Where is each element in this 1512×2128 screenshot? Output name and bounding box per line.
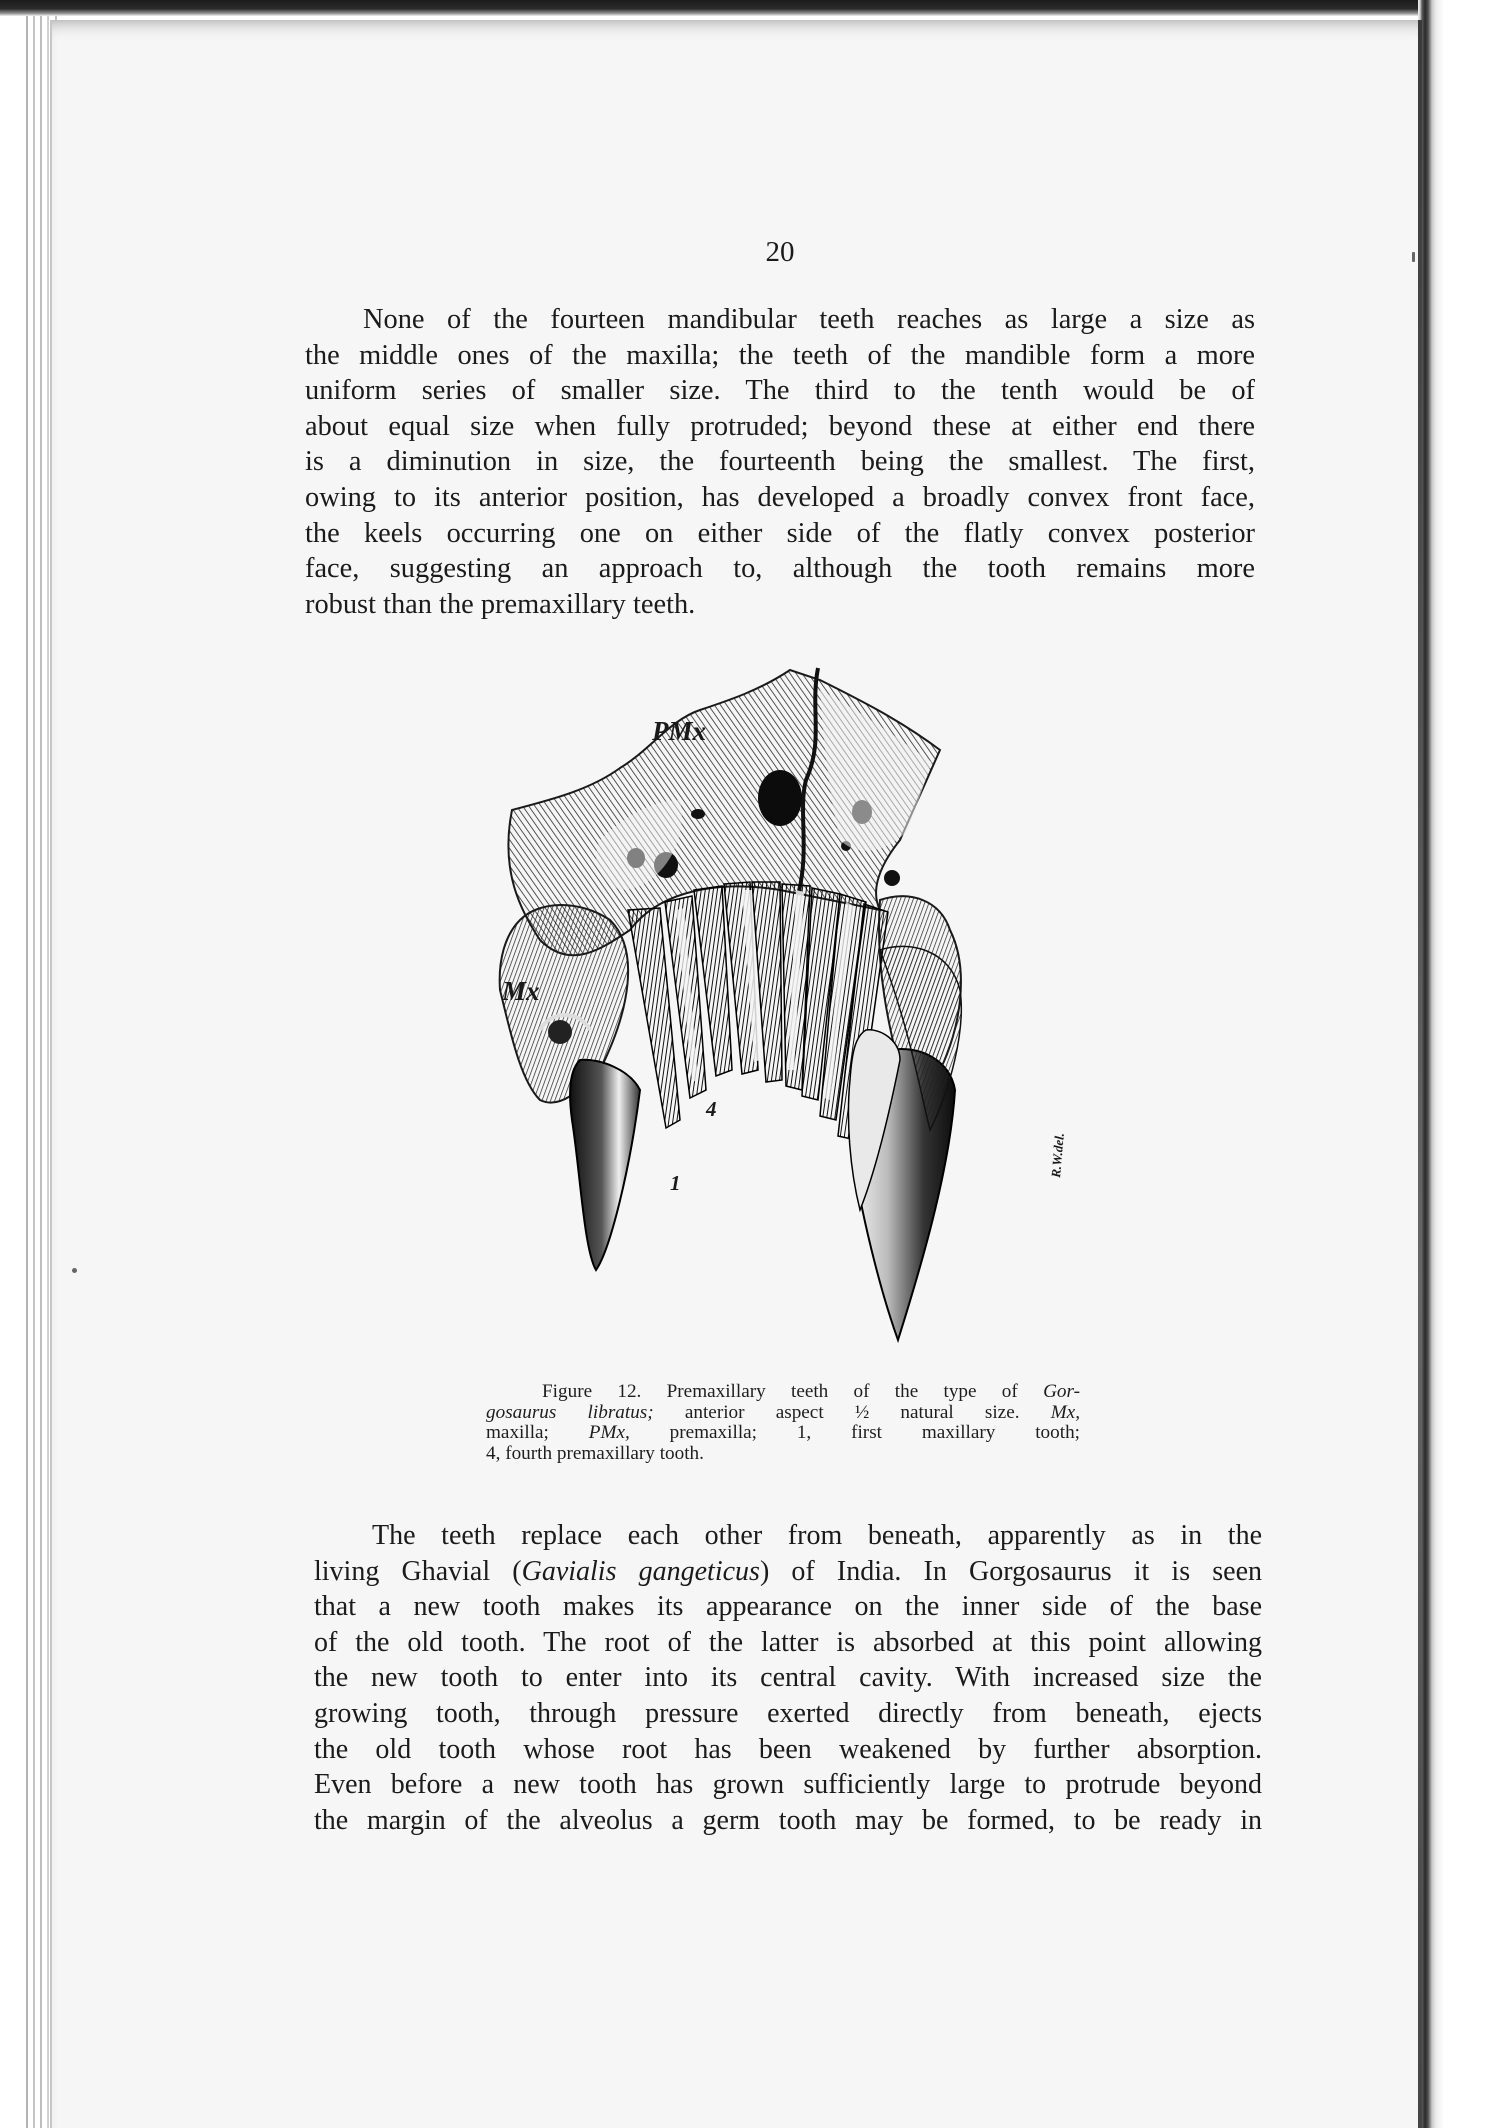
text-line: the middle ones of the maxilla; the teeth of the mandible form a more [305,339,1255,371]
figure-caption [486,1382,1080,1464]
caption-italic: PMx, [588,1422,630,1444]
text-fragment: ) of India. In Gorgosaurus it is seen [759,1555,1263,1587]
label-maxilla: Mx [502,976,540,1006]
caption-line [486,1423,1080,1444]
text-line: Even before a new tooth has grown sufficiently large to protrude beyond [314,1769,1262,1801]
caption-text: Figure 12. Premaxillary teeth of the type of [542,1381,1044,1402]
text-line: is a diminution in size, the fourteenth being the smallest. The first, [305,446,1255,478]
caption-text: anterior aspect ½ natural size. [653,1401,1051,1423]
figure-12-illustration [480,650,1100,1370]
text-line: the margin of the alveolus a germ tooth may be formed, to be ready in [314,1804,1262,1836]
scan-speck [72,1268,77,1273]
book-top-edge [0,0,1440,16]
artist-signature: R.W.del. [1048,1132,1067,1179]
scan-speck [1412,252,1415,262]
teeth-row-drawing [570,882,961,1340]
label-premaxilla: PMx [652,716,706,746]
page-number: 20 [765,236,795,268]
species-name-italic: Gavialis gangeticus [521,1555,760,1587]
text-line: The teeth replace each other from beneath, apparently as in the [372,1520,1262,1551]
text-line: None of the fourteen mandibular teeth reaches as large a size as [363,304,1255,335]
label-tooth-4: 4 [706,1097,717,1121]
caption-line [486,1382,1080,1403]
text-line: of the old tooth. The root of the latter is absorbed at this point allowing [314,1626,1262,1658]
text-line: face, suggesting an approach to, although the tooth remains more [305,553,1255,585]
caption-text: premaxilla; 1, first maxillary tooth; [629,1422,1080,1444]
text-line: the new tooth to enter into its central cavity. With increased size the [314,1662,1262,1694]
book-gutter [1418,0,1512,2128]
text-line [314,1554,1262,1590]
paragraph-mandibular-teeth [305,302,1255,622]
paragraph-tooth-replacement [314,1518,1262,1838]
caption-text: maxilla; [486,1422,589,1444]
caption-line [486,1403,1080,1424]
label-tooth-1: 1 [670,1171,681,1195]
text-line: owing to its anterior position, has developed a broadly convex front face, [305,481,1255,513]
caption-italic: gosaurus libratus; [486,1401,654,1423]
text-line: uniform series of smaller size. The third to the tenth would be of [305,375,1255,407]
text-line: about equal size when fully protruded; beyond these at either end there [305,410,1255,442]
text-line: the keels occurring one on either side of the flatly convex posterior [305,517,1255,549]
text-line: that a new tooth makes its appearance on the inner side of the base [314,1591,1262,1623]
text-line: growing tooth, through pressure exerted directly from beneath, ejects [314,1697,1262,1729]
caption-italic: Mx, [1050,1401,1080,1423]
text-fragment: living Ghavial ( [314,1555,522,1587]
text-line: robust than the premaxillary teeth. [305,588,696,620]
caption-line: 4, fourth premaxillary tooth. [486,1442,704,1464]
caption-italic: Gor- [1043,1381,1080,1402]
text-line: the old tooth whose root has been weakened by further absorption. [314,1733,1262,1765]
